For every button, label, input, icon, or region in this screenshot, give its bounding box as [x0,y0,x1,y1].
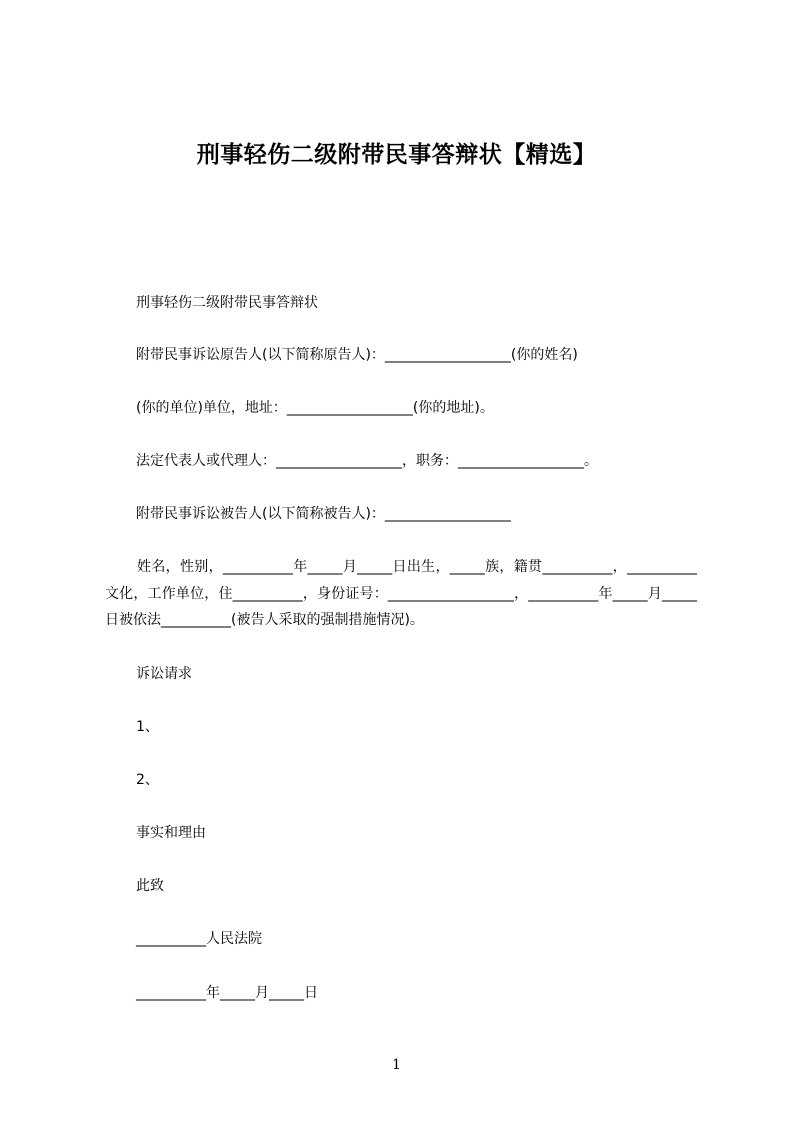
defendant-line: 附带民事诉讼被告人(以下简称被告人)：__________________ [136,506,511,522]
page-number: 1 [392,1057,401,1073]
plaintiff-line: 附带民事诉讼原告人(以下简称原告人)：__________________(你的姓名) [136,347,578,363]
document-title: 刑事轻伤二级附带民事答辩状【精选】 [196,142,597,168]
subtitle-line: 刑事轻伤二级附带民事答辩状 [136,295,318,311]
claim-item-2: 2、 [136,772,159,788]
claims-heading: 诉讼请求 [136,666,192,682]
court-line: __________人民法院 [136,931,262,947]
legal-representative-line: 法定代表人或代理人：__________________，职务：__________________。 [136,453,598,469]
facts-heading: 事实和理由 [136,825,206,841]
defendant-info-paragraph: 姓名，性别，__________年_____月_____日出生，_____族，籍贯__________，__________文化，工作单位，住__________，身份证号：__________________，__________年_____月_____日被依法__________(被告人采取的强制措施情况)。 [105,559,697,628]
salutation: 此致 [136,878,164,894]
date-line: __________年_____月_____日 [136,985,318,1001]
plaintiff-address-line: (你的单位)单位，地址：__________________(你的地址)。 [136,400,494,416]
claim-item-1: 1、 [136,719,159,735]
